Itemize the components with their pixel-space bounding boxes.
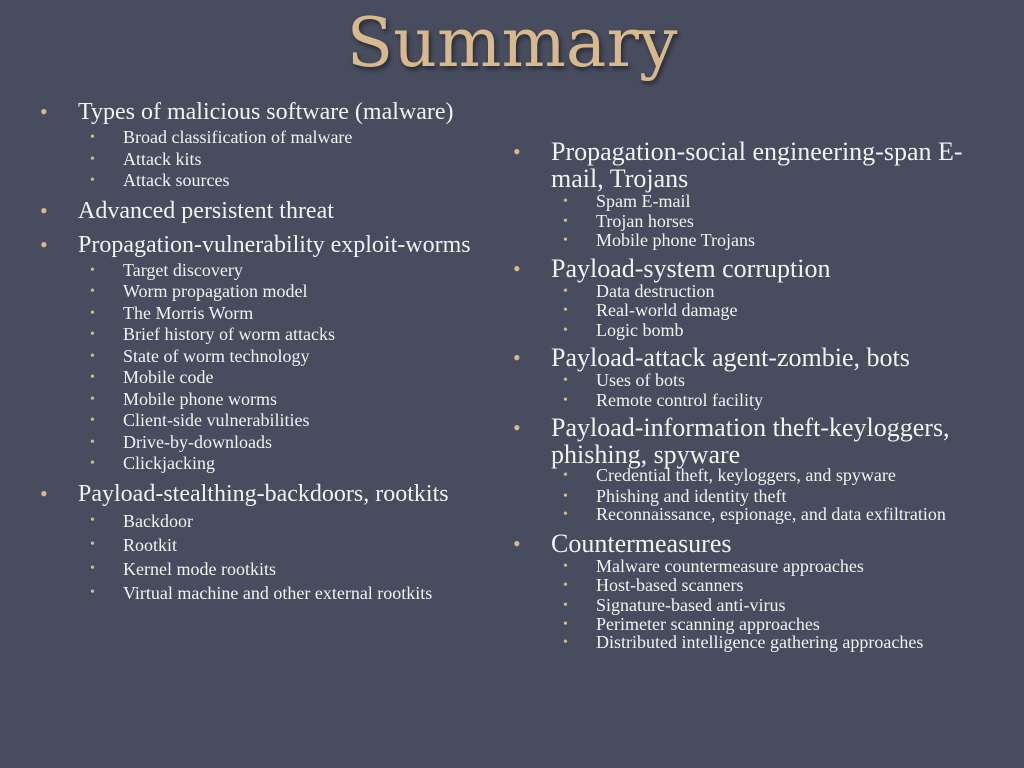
bullet-payload-system-corruption (513, 255, 1003, 341)
sub-bullet-text: Distributed intelligence gathering approaches (596, 631, 924, 652)
bullet-text: Payload-information theft-keyloggers, phishing, spyware (551, 413, 950, 469)
sub-list (551, 557, 1003, 654)
bullet-text: Payload-attack agent-zombie, bots (551, 343, 910, 372)
bullet-dot-icon: • (513, 345, 521, 370)
bullet-text: Propagation-social engineering-span E-mail, Trojans (551, 137, 963, 193)
sub-bullet-target-discovery (78, 260, 480, 282)
bullet-dot-icon: • (90, 584, 95, 600)
bullet-dot-icon: • (563, 468, 568, 483)
bullet-types-of-malicious-software-malware (40, 97, 480, 192)
sub-bullet-signature-based-anti-virus (551, 596, 1003, 616)
bullet-dot-icon: • (513, 530, 521, 556)
slide-title: Summary (346, 4, 678, 83)
sub-list (551, 192, 1003, 251)
sub-bullet-drive-by-downloads (78, 432, 480, 454)
sub-bullet-client-side-vulnerabilities (78, 410, 480, 432)
bullet-dot-icon: • (90, 391, 95, 407)
bullet-advanced-persistent-threat (40, 196, 480, 226)
bullet-dot-icon: • (90, 130, 95, 145)
sub-bullet-text: Rootkit (123, 534, 178, 555)
sub-bullet-text: The Morris Worm (123, 302, 254, 323)
bullet-payload-stealthing-backdoors-rootkits (40, 479, 480, 605)
sub-list (551, 465, 1003, 526)
sub-bullet-mobile-code (78, 367, 480, 389)
bullet-dot-icon: • (563, 373, 568, 388)
sub-bullet-text: Real-world damage (596, 300, 738, 320)
bullet-payload-information-theft-keyloggers-phi (513, 414, 1003, 526)
sub-bullet-text: Malware countermeasure approaches (596, 555, 864, 576)
sub-bullet-the-morris-worm (78, 303, 480, 325)
sub-list (551, 371, 1003, 410)
sub-bullet-text: Brief history of worm attacks (123, 324, 335, 344)
sub-bullet-remote-control-facility (551, 391, 1003, 411)
sub-bullet-text: Broad classification of malware (123, 127, 353, 147)
bullet-dot-icon: • (90, 151, 95, 167)
sub-bullet-text: Trojan horses (596, 210, 694, 231)
sub-bullet-mobile-phone-worms (78, 389, 480, 411)
sub-bullet-text: Attack sources (123, 170, 230, 190)
bullet-dot-icon: • (563, 489, 568, 504)
sub-list (78, 260, 480, 475)
sub-bullet-brief-history-of-worm-attacks (78, 324, 480, 346)
sub-bullet-malware-countermeasure-approaches (551, 557, 1003, 577)
bullet-dot-icon: • (563, 617, 568, 632)
sub-bullet-text: Logic bomb (596, 319, 684, 340)
sub-bullet-text: Kernel mode rootkits (123, 558, 276, 579)
bullet-dot-icon: • (563, 194, 568, 209)
sub-bullet-text: Mobile phone worms (123, 388, 277, 409)
bullet-text: Advanced persistent threat (78, 197, 334, 224)
sub-bullet-clickjacking (78, 453, 480, 475)
sub-bullet-text: Virtual machine and other external rootkits (123, 582, 433, 603)
bullet-dot-icon: • (90, 536, 95, 552)
left-column (40, 97, 480, 609)
sub-bullet-text: Reconnaissance, espionage, and data exfiltration (596, 503, 946, 524)
bullet-payload-attack-agent-zombie-bots (513, 344, 1003, 410)
sub-bullet-credential-theft-keyloggers-and-spyware (551, 465, 1003, 487)
bullet-dot-icon: • (90, 456, 95, 471)
sub-list (78, 509, 480, 605)
bullet-dot-icon: • (90, 327, 95, 342)
bullet-dot-icon: • (513, 139, 521, 164)
bullet-text: Payload-system corruption (551, 253, 831, 283)
bullet-dot-icon: • (513, 415, 521, 440)
sub-bullet-logic-bomb (551, 321, 1003, 341)
bullet-dot-icon: • (90, 560, 95, 576)
sub-list (551, 282, 1003, 341)
sub-bullet-text: Drive-by-downloads (123, 431, 272, 452)
sub-bullet-distributed-intelligence-gathering-appro (551, 631, 1003, 654)
bullet-dot-icon: • (513, 255, 521, 281)
sub-bullet-text: Backdoor (123, 510, 193, 531)
bullet-dot-icon: • (90, 434, 95, 450)
bullet-dot-icon: • (90, 305, 95, 321)
bullet-dot-icon: • (90, 262, 95, 278)
bullet-dot-icon: • (40, 231, 48, 257)
sub-bullet-host-based-scanners (551, 576, 1003, 596)
bullet-dot-icon: • (563, 558, 568, 574)
bullet-propagation-vulnerability-exploit-worms (40, 230, 480, 475)
sub-bullet-text: Phishing and identity theft (596, 486, 787, 506)
sub-bullet-text: Uses of bots (596, 370, 685, 390)
bullet-dot-icon: • (90, 413, 95, 428)
bullet-dot-icon: • (563, 303, 568, 318)
bullet-dot-icon: • (90, 284, 95, 299)
bullet-dot-icon: • (563, 233, 568, 248)
sub-bullet-text: Remote control facility (596, 389, 763, 410)
right-column (513, 138, 1003, 658)
sub-bullet-rootkit (78, 533, 480, 557)
sub-bullet-text: State of worm technology (123, 345, 310, 366)
bullet-text: Countermeasures (551, 528, 732, 558)
bullet-dot-icon: • (563, 283, 568, 299)
sub-bullet-worm-propagation-model (78, 281, 480, 303)
sub-bullet-text: Mobile phone Trojans (596, 230, 756, 250)
sub-bullet-spam-e-mail (551, 192, 1003, 212)
sub-bullet-text: Target discovery (123, 259, 243, 280)
bullet-dot-icon: • (90, 370, 95, 385)
sub-bullet-text: Data destruction (596, 280, 715, 301)
bullet-dot-icon: • (40, 99, 48, 124)
sub-bullet-text: Credential theft, keyloggers, and spyware (596, 465, 896, 485)
bullet-dot-icon: • (563, 634, 568, 650)
bullet-text: Types of malicious software (malware) (78, 99, 454, 125)
sub-bullet-data-destruction (551, 282, 1003, 302)
bullet-dot-icon: • (563, 322, 568, 338)
bullet-dot-icon: • (90, 348, 95, 364)
bullet-dot-icon: • (90, 173, 95, 188)
bullet-text: Propagation-vulnerability exploit-worms (78, 231, 471, 258)
bullet-dot-icon: • (563, 597, 568, 613)
sub-bullet-reconnaissance-espionage-and-data-exfilt (551, 503, 1003, 526)
sub-bullet-text: Signature-based anti-virus (596, 594, 786, 615)
bullet-dot-icon: • (563, 578, 568, 593)
sub-bullet-broad-classification-of-malware (78, 127, 480, 149)
sub-bullet-text: Host-based scanners (596, 575, 744, 595)
sub-bullet-text: Clickjacking (123, 453, 215, 473)
sub-bullet-kernel-mode-rootkits (78, 557, 480, 581)
sub-bullet-text: Spam E-mail (596, 191, 691, 211)
sub-bullet-backdoor (78, 509, 480, 533)
sub-bullet-text: Worm propagation model (123, 281, 308, 301)
sub-bullet-mobile-phone-trojans (551, 231, 1003, 251)
bullet-text: Payload-stealthing-backdoors, rootkits (78, 480, 449, 507)
sub-bullet-trojan-horses (551, 212, 1003, 232)
sub-bullet-state-of-worm-technology (78, 346, 480, 368)
sub-bullet-virtual-machine-and-other-external-rootk (78, 581, 480, 605)
sub-bullet-text: Mobile code (123, 367, 214, 387)
sub-bullet-attack-kits (78, 149, 480, 171)
bullet-dot-icon: • (563, 213, 568, 229)
sub-bullet-real-world-damage (551, 301, 1003, 321)
sub-list (78, 127, 480, 192)
bullet-dot-icon: • (40, 480, 48, 506)
sub-bullet-uses-of-bots (551, 371, 1003, 391)
bullet-countermeasures (513, 530, 1003, 654)
bullet-propagation-social-engineering-span-e-ma (513, 138, 1003, 251)
sub-bullet-text: Client-side vulnerabilities (123, 410, 310, 430)
sub-bullet-text: Perimeter scanning approaches (596, 614, 820, 634)
sub-bullet-attack-sources (78, 170, 480, 192)
bullet-dot-icon: • (563, 506, 568, 522)
bullet-dot-icon: • (563, 392, 568, 408)
sub-bullet-text: Attack kits (123, 148, 202, 169)
bullet-dot-icon: • (90, 512, 95, 528)
bullet-dot-icon: • (40, 197, 48, 223)
